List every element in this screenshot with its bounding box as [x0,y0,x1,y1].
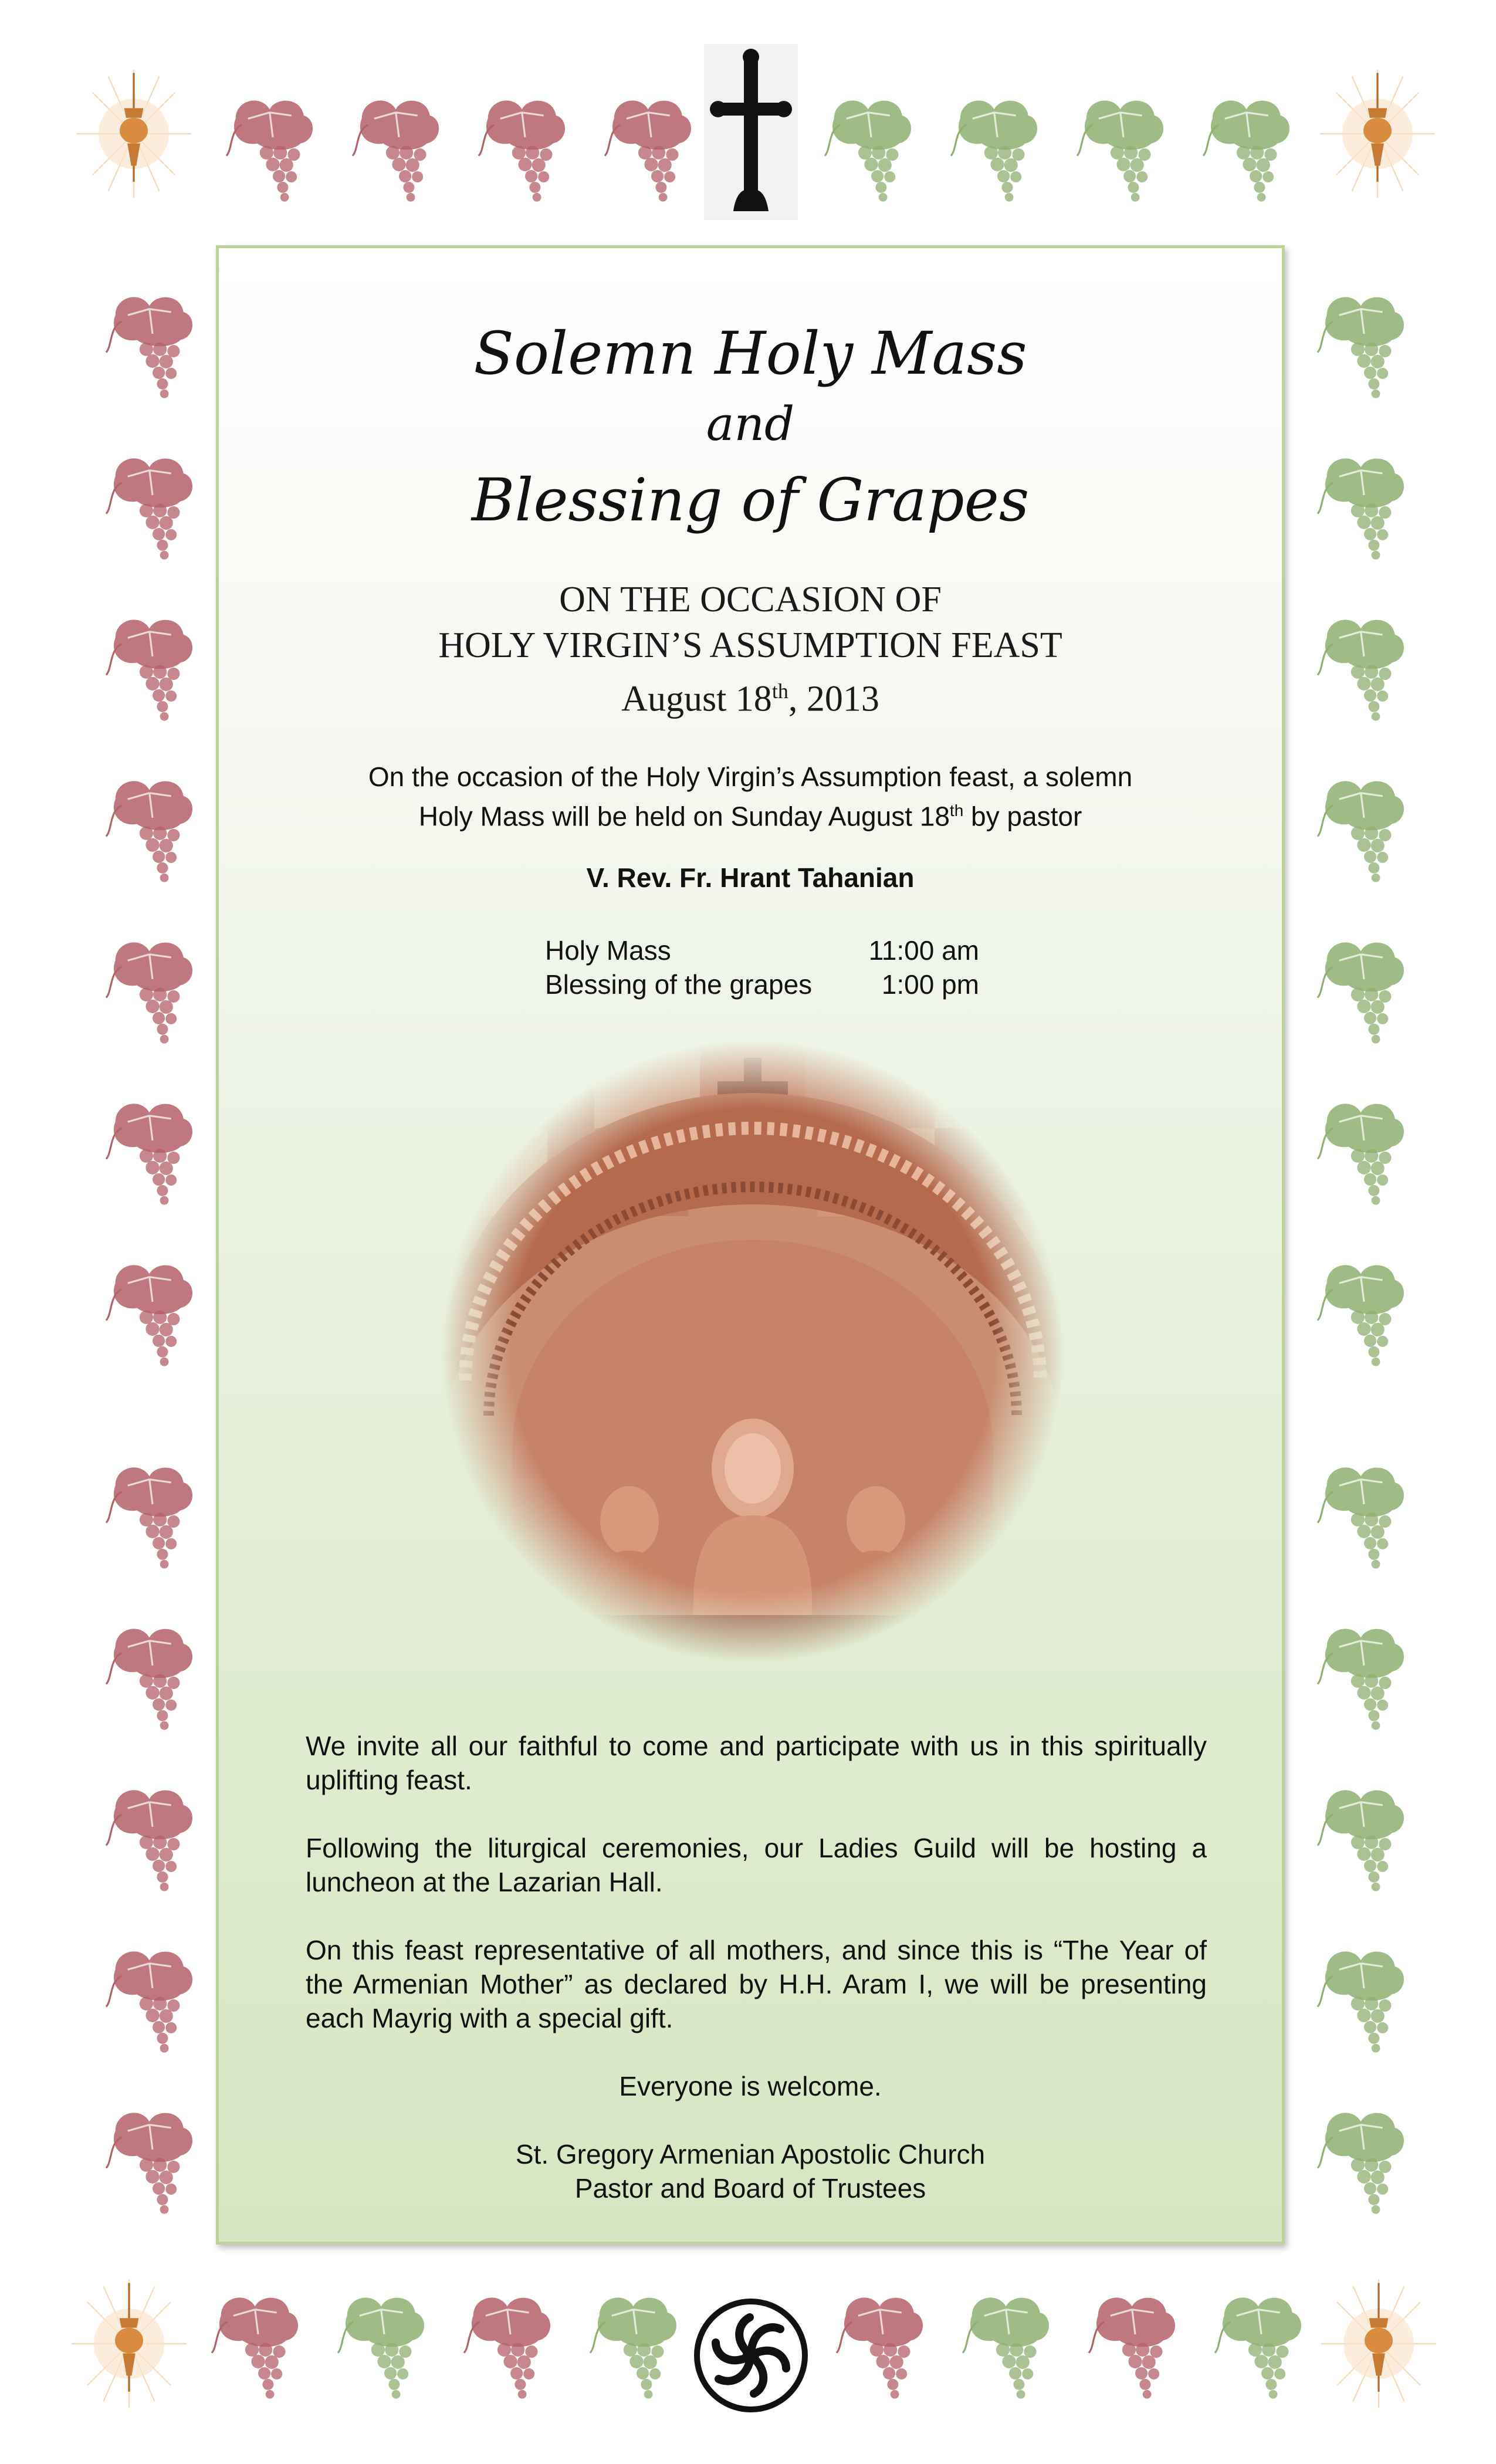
grape-cluster-icon [334,2291,434,2402]
eternity-wheel-icon [692,2297,810,2414]
censer-lamp-icon [1313,63,1442,204]
grape-cluster-icon [103,1461,202,1572]
grape-cluster-icon [475,94,575,205]
intro-line-2-end: by pastor [963,801,1082,832]
schedule-row [545,933,991,967]
grape-cluster-icon [103,936,202,1047]
grape-cluster-icon [587,2291,686,2402]
censer-lamp-icon [65,2273,194,2414]
occasion-line-1: ON THE OCCASION OF [559,580,942,620]
grape-cluster-icon [1314,452,1414,563]
grape-cluster-icon [103,774,202,886]
grape-cluster-icon [1085,2291,1185,2402]
grape-cluster-icon [1211,2291,1311,2402]
grape-cluster-icon [223,94,323,205]
schedule-label: Blessing of the grapes [545,969,813,1000]
grape-cluster-icon [349,94,449,205]
corner-lamp-bottom-left [65,2273,194,2414]
grape-cluster-icon [103,1622,202,1734]
censer-lamp-icon [1314,2273,1443,2414]
title-line-1: Solemn Holy Mass [473,319,1027,388]
invitation-panel [216,245,1285,2245]
grape-cluster-icon [1314,936,1414,1047]
grape-cluster-icon [959,2291,1059,2402]
intro-line-1: On the occasion of the Holy Virgin’s Assumption feast, a solemn [368,761,1133,792]
grape-cluster-icon [1314,1945,1414,2056]
grape-cluster-icon [103,290,202,402]
grape-cluster-icon [1314,290,1414,402]
pastor-name: V. Rev. Fr. Hrant Tahanian [586,862,915,893]
signature-church: St. Gregory Armenian Apostolic Church [515,2139,986,2169]
grape-cluster-icon [1314,1783,1414,1895]
schedule-label: Holy Mass [545,935,671,966]
grape-cluster-icon [103,1258,202,1370]
grape-cluster-icon [461,2291,560,2402]
grape-cluster-icon [1314,1622,1414,1734]
luncheon-paragraph: Following the liturgical ceremonies, our Ladies Guild will be hosting a luncheon at the Lazarian Hall. [306,1833,1207,1897]
grape-cluster-icon [103,1783,202,1895]
intro-line-2 [219,794,1282,833]
grape-cluster-icon [821,94,921,205]
grape-cluster-icon [1314,1461,1414,1572]
grape-cluster-icon [1314,1097,1414,1209]
welcome-line: Everyone is welcome. [619,2071,882,2101]
schedule-time: 11:00 am [868,935,979,966]
occasion-date [219,668,1282,722]
corner-lamp-bottom-right [1314,2273,1443,2414]
schedule [545,933,991,1001]
title-line-2: and [706,397,795,451]
grape-cluster-icon [103,1097,202,1209]
censer-lamp-icon [69,63,198,204]
date-prefix: August 18 [621,679,772,719]
grape-cluster-icon [103,1945,202,2056]
grape-cluster-icon [103,2106,202,2218]
grape-cluster-icon [1074,94,1173,205]
signature-board: Pastor and Board of Trustees [574,2173,926,2204]
armenian-cross-icon [704,44,798,220]
schedule-time: 1:00 pm [881,969,979,1000]
grape-cluster-icon [103,613,202,725]
church-tympanum-photo [442,1040,1064,1662]
grape-cluster-icon [833,2291,933,2402]
grape-cluster-icon [1314,1258,1414,1370]
grape-cluster-icon [103,452,202,563]
intro-line-2-text: Holy Mass will be held on Sunday August 18 [418,801,950,832]
occasion-line-2: HOLY VIRGIN’S ASSUMPTION FEAST [438,625,1062,665]
intro-sup: th [949,801,964,820]
grape-cluster-icon [601,94,701,205]
grape-cluster-icon [1200,94,1299,205]
corner-lamp-top-left [69,63,198,204]
grape-cluster-icon [947,94,1047,205]
grape-cluster-icon [1314,774,1414,886]
date-suffix-sup: th [771,679,788,703]
date-year: , 2013 [788,679,879,719]
mothers-paragraph: On this feast representative of all mothers, and since this is “The Year of the Armenian Mother” as declared by H.H. Aram I, we will be presenting each Mayrig with a special gift. [306,1935,1207,2033]
title-line-3: Blessing of Grapes [471,466,1030,534]
corner-lamp-top-right [1313,63,1442,204]
invite-paragraph: We invite all our faithful to come and participate with us in this spiritually uplifting feast. [306,1731,1207,1795]
schedule-row [545,967,991,1001]
grape-cluster-icon [208,2291,308,2402]
grape-cluster-icon [1314,2106,1414,2218]
grape-cluster-icon [1314,613,1414,725]
